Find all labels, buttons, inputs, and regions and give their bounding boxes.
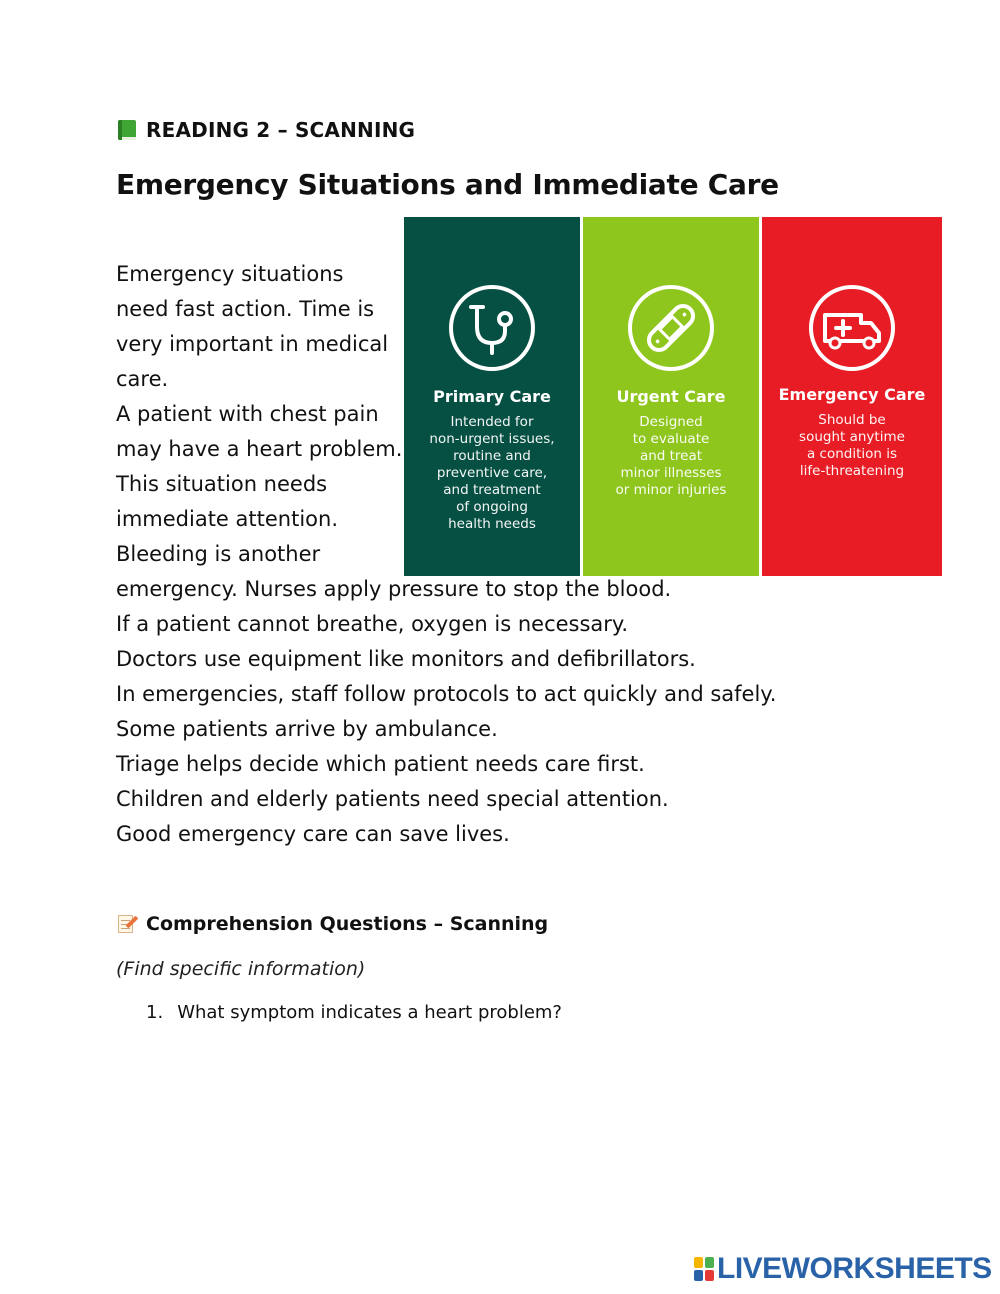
stethoscope-icon	[447, 283, 537, 373]
body-line: Doctors use equipment like monitors and defibrillators.	[116, 647, 696, 671]
body-line: may have a heart problem.	[116, 437, 403, 461]
body-line: need fast action. Time is	[116, 297, 375, 321]
body-line: emergency. Nurses apply pressure to stop the blood.	[116, 577, 672, 601]
bandage-icon	[626, 283, 716, 373]
green-book-icon	[118, 120, 136, 140]
reading-title: Emergency Situations and Immediate Care	[116, 168, 779, 201]
ambulance-icon	[807, 283, 897, 373]
questions-heading-text: Comprehension Questions – Scanning	[146, 913, 549, 935]
care-types-image	[404, 217, 942, 576]
body-line: This situation needs	[116, 472, 328, 496]
body-line: Some patients arrive by ambulance.	[116, 717, 498, 741]
question-number: 1.	[146, 1002, 164, 1023]
section-label-text: READING 2 – SCANNING	[146, 118, 416, 142]
liveworksheets-logo	[694, 1252, 992, 1286]
memo-icon	[118, 914, 136, 934]
emergency-care-panel	[762, 217, 942, 576]
urgent-care-description: Designed to evaluate and treat minor illnesses or minor injuries	[615, 414, 727, 498]
emergency-care-title: Emergency Care	[778, 385, 926, 404]
questions-subtitle: (Find specific information)	[116, 958, 366, 980]
questions-heading	[118, 913, 548, 935]
primary-care-title: Primary Care	[433, 387, 551, 406]
body-line: A patient with chest pain	[116, 402, 379, 426]
question-text: What symptom indicates a heart problem?	[177, 1002, 562, 1023]
logo-blocks-icon	[694, 1257, 714, 1281]
body-line: In emergencies, staff follow protocols to act quickly and safely.	[116, 682, 777, 706]
body-line: very important in medical	[116, 332, 389, 356]
body-line: immediate attention.	[116, 507, 338, 531]
body-line: Triage helps decide which patient needs care first.	[116, 752, 645, 776]
emergency-care-description: Should be sought anytime a condition is life-threatening	[799, 412, 905, 479]
urgent-care-title: Urgent Care	[616, 387, 726, 406]
body-line: If a patient cannot breathe, oxygen is necessary.	[116, 612, 629, 636]
body-line: Good emergency care can save lives.	[116, 822, 510, 846]
urgent-care-panel	[583, 217, 759, 576]
body-line: Bleeding is another	[116, 542, 321, 566]
logo-text: LIVEWORKSHEETS	[717, 1252, 992, 1285]
primary-care-panel	[404, 217, 580, 576]
question-list	[146, 1002, 562, 1023]
body-line: care.	[116, 367, 169, 391]
section-label	[118, 118, 415, 142]
body-line: Children and elderly patients need special attention.	[116, 787, 669, 811]
body-line: Emergency situations	[116, 262, 344, 286]
primary-care-description: Intended for non-urgent issues, routine and preventive care, and treatment of ongoing health needs	[429, 414, 555, 532]
